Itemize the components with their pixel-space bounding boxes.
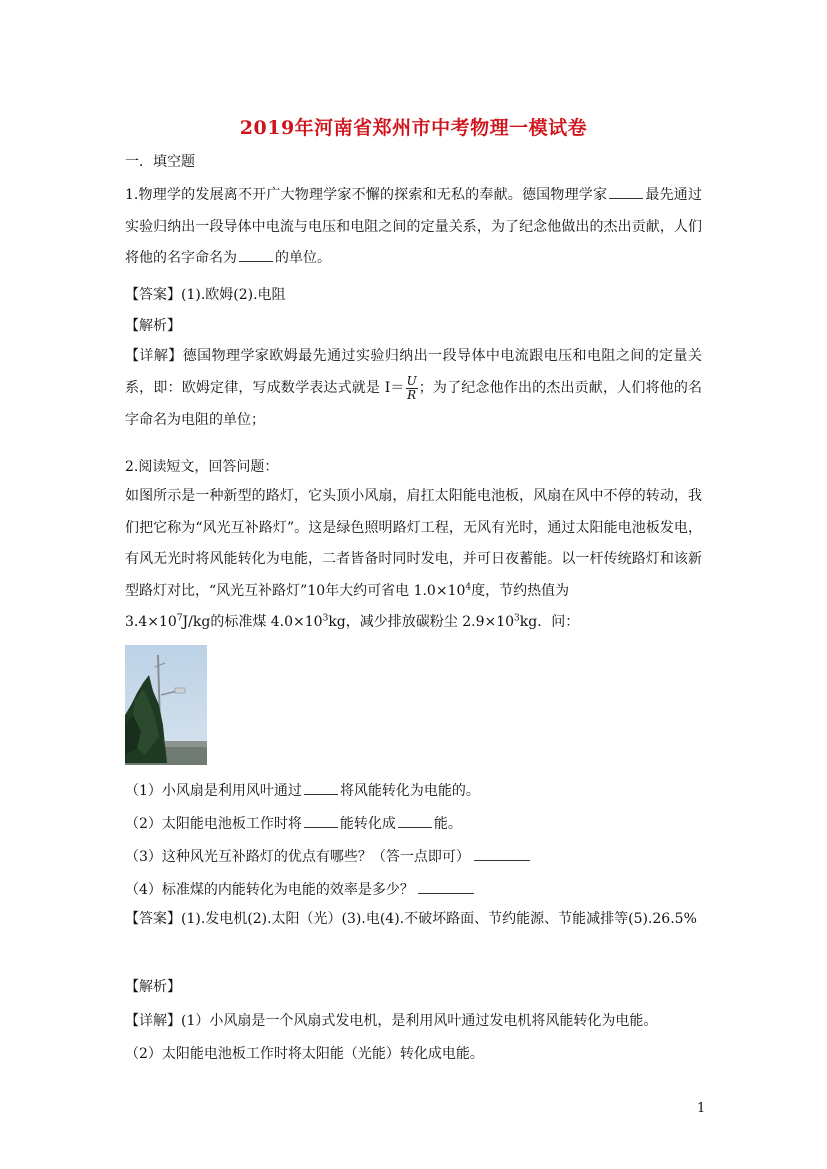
answer-blank [398, 815, 432, 828]
detail-1-text: ；为了纪念他作出的杰出贡献，人们将他的名字命名为电阻的单位； [125, 380, 703, 428]
sub-question-text: （1）小风扇是利用风叶通过 [125, 783, 302, 799]
sub-question-text: （4）标准煤的内能转化为电能的效率是多少？ [125, 882, 414, 898]
fraction-numerator: U [406, 373, 417, 388]
answer-2: 【答案】(1).发电机(2).太阳（光）(3).电(4).不破坏路面、节约能源、节能减排等(5).26.5% [125, 911, 697, 927]
ohm-fraction [406, 375, 418, 402]
detail-1 [125, 340, 702, 436]
answer-blank [474, 848, 530, 861]
sub-question-text: 将风能转化为电能的。 [339, 783, 480, 799]
passage-text: kg，减少排放碳粉尘 2.9×10 [328, 614, 515, 630]
sub-question-text: （3）这种风光互补路灯的优点有哪些？（答一点即可） [125, 849, 470, 865]
question-1-text: 1.物理学的发展离不开广大物理学家不懈的探索和无私的奉献。德国物理学家 [125, 187, 608, 203]
passage-text: 度，节约热值为 [471, 582, 570, 599]
passage-text: 如图所示是一种新型的路灯，它头顶小风扇，肩扛太阳能电池板，风扇在风中不停的转动，我们把它称为“风光互补路灯”。这是绿色照明路灯工程，无风有光时，通过太阳能电池板发电，有风无光时将风能转化为电能，二者皆备时同时发电，并可日夜蓄能。以一杆传统路灯和该新型路灯对比，“风光互补路灯”10年大约可省电 1.0×10 [125, 488, 702, 599]
section-heading: 一．填空题 [125, 154, 195, 170]
answer-1: 【答案】(1).欧姆(2).电阻 [125, 287, 286, 303]
question-2-passage [125, 481, 702, 639]
detail-2-line-2: （2）太阳能电池板工作时将太阳能（光能）转化成电能。 [125, 1046, 484, 1062]
page-title: 2019年河南省郑州市中考物理一模试卷 [239, 117, 588, 139]
question-1-text: 最先通过实验归纳出一段导体中电流与电压和电阻之间的定量关系，为了纪念他做出的杰出贡献，人们将他的名字命名为 [125, 187, 703, 266]
sub-question-text: 能转化成 [339, 816, 396, 832]
question-1-text: 的单位。 [275, 250, 331, 266]
question-2-heading: 2.阅读短文，回答问题： [125, 459, 279, 475]
answer-blank [239, 249, 273, 262]
fraction-denominator: R [407, 387, 417, 402]
detail-1-text: 【详解】德国物理学家欧姆最先通过实验归纳出一段导体中电流跟电压和电阻之间的定量关系，即：欧姆定律，写成数学表达式就是 I＝ [125, 348, 702, 396]
sub-question-2 [125, 813, 462, 833]
passage-text: 3.4×10 [125, 614, 177, 630]
sub-question-4 [125, 879, 474, 899]
exponent: 7 [176, 613, 183, 624]
detail-2-line-1: 【详解】(1）小风扇是一个风扇式发电机，是利用风叶通过发电机将风能转化为电能。 [125, 1013, 658, 1029]
answer-blank [304, 782, 338, 795]
passage-text: kg．问： [519, 614, 580, 630]
answer-blank [304, 815, 338, 828]
question-1 [125, 180, 702, 275]
sub-question-text: （2）太阳能电池板工作时将 [125, 816, 302, 832]
exponent: 3 [514, 613, 520, 624]
street-lamp-photo [125, 645, 207, 765]
sub-question-text: 能。 [433, 816, 462, 832]
analysis-1-heading: 【解析】 [125, 318, 181, 334]
exponent: 4 [465, 581, 472, 592]
sub-question-1 [125, 780, 480, 800]
sub-question-3 [125, 846, 530, 866]
exponent: 3 [322, 613, 329, 624]
passage-text: J/kg的标准煤 4.0×10 [182, 614, 323, 630]
page-number: 1 [697, 1101, 706, 1116]
analysis-2-heading: 【解析】 [125, 979, 181, 995]
answer-blank [418, 881, 474, 894]
answer-blank [609, 186, 643, 199]
